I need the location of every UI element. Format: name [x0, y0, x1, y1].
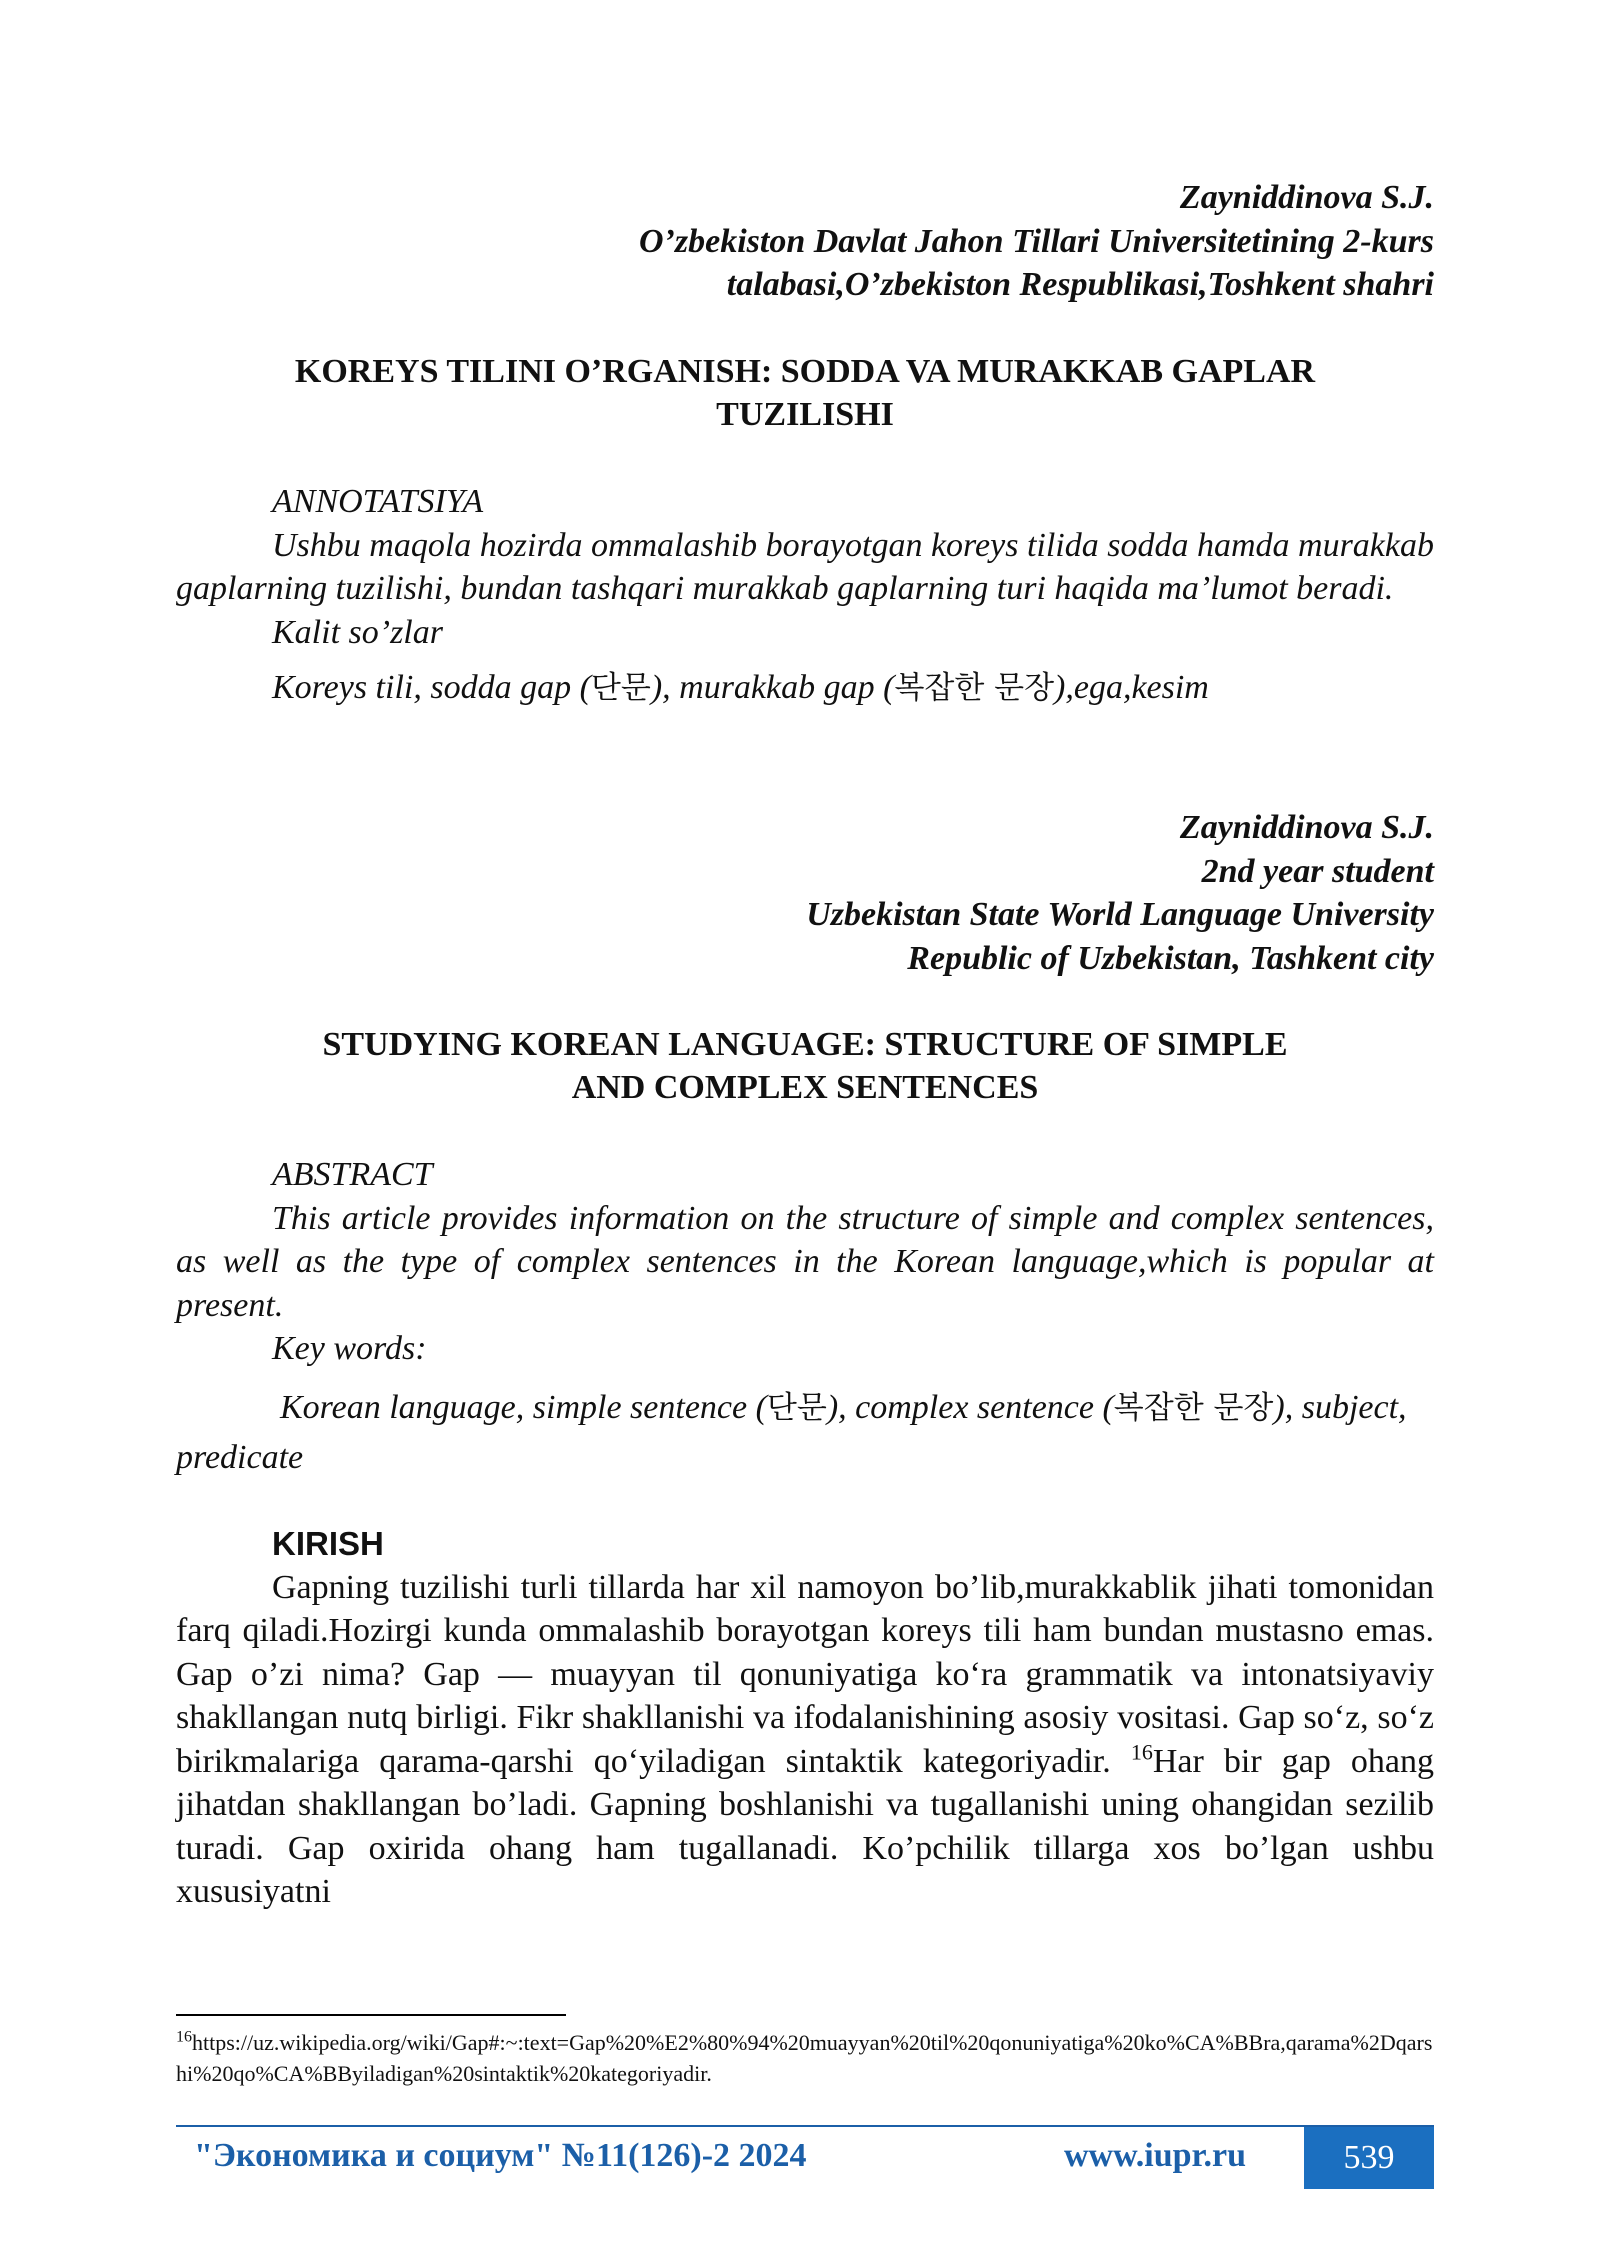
- keywords-heading-en: Key words:: [272, 1330, 427, 1367]
- abstract-text: This article provides information on the structure of simple and complex sentences, as well as the type of complex sentences in the Korean language,which is popular at present.: [176, 1199, 1434, 1324]
- intro-heading: KIRISH: [272, 1525, 384, 1562]
- title-en-line1: STUDYING KOREAN LANGUAGE: STRUCTURE OF SIMPLE: [322, 1026, 1288, 1063]
- keywords-en-part1: Korean language, simple sentence (: [280, 1388, 767, 1426]
- footer-url[interactable]: www.iupr.ru: [1064, 2137, 1247, 2174]
- keywords-en-part2: ), complex sentence (: [826, 1388, 1114, 1426]
- keywords-heading-uz: Kalit so’zlar: [272, 613, 443, 651]
- annotation-section: [176, 480, 1434, 711]
- abstract-section: [176, 1153, 1434, 1483]
- page-footer: [176, 2125, 1434, 2189]
- keywords-uz-part1: Koreys tili, sodda gap (: [272, 669, 591, 706]
- keywords-uz-part3: ),ega,kesim: [1054, 669, 1209, 706]
- author-affiliation-uz-1: O’zbekiston Davlat Jahon Tillari Universitetining 2-kurs: [639, 222, 1434, 260]
- title-uz-line1: KOREYS TILINI O’RGANISH: SODDA VA MURAKKAB GAPLAR: [294, 353, 1316, 390]
- annotation-text: Ushbu maqola hozirda ommalashib borayotgan koreys tilida sodda hamda murakkab gaplarning tuzilishi, bundan tashqari murakkab gaplarning turi haqida ma’lumot beradi.: [176, 526, 1434, 607]
- abstract-heading: ABSTRACT: [272, 1156, 433, 1193]
- footnote-number: 16: [176, 2028, 192, 2046]
- title-en-line2: AND COMPLEX SENTENCES: [571, 1069, 1039, 1106]
- footnote-url[interactable]: https://uz.wikipedia.org/wiki/Gap#:~:text=Gap%20%E2%80%94%20muayyan%20til%20qonuniyatiga%20ko%CA%BBra,qarama%2Dqarshi%20qo%CA%BByiladigan%20sintaktik%20kategoriyadir.: [176, 2030, 1433, 2086]
- title-uz-line2: TUZILISHI: [716, 396, 894, 433]
- author-name-uz: Zayniddinova S.J.: [1179, 179, 1434, 216]
- footnote-divider: [176, 2014, 566, 2016]
- author-affiliation-uz-2: talabasi,O’zbekiston Respublikasi,Toshkent shahri: [726, 266, 1434, 303]
- intro-text-part2: Har bir gap ohang jihatdan shakllangan bo’ladi. Gapning boshlanishi va tugallanishi uning ohangidan sezilib turadi. Gap oxirida ohang ham tugallanadi. Ko’pchilik tillarga xos bo’lgan ushbu xususiyatni: [176, 1742, 1435, 1910]
- footer-journal: "Экономика и социум" №11(126)-2 2024: [194, 2137, 807, 2174]
- author-location-en: Republic of Uzbekistan, Tashkent city: [907, 939, 1434, 977]
- keywords-en: [176, 1383, 1434, 1483]
- intro-text-part1: Gapning tuzilishi turli tillarda har xil namoyon bo’lib,murakkablik jihati tomonidan farq qiladi.Hozirgi kunda ommalashib borayotgan koreys tili ham bundan mustasno emas. Gap o’zi nima? Gap — muayyan til qonuniyatiga ko‘ra grammatik va intonatsiyaviy shakllangan nutq birligi. Fikr shakllanishi va ifodalanishining asosiy vositasi. Gap so‘z, so‘z birikmalariga qarama-qarshi qo‘yiladigan sintaktik kategoriyadir.: [176, 1568, 1434, 1780]
- footnote-text: [176, 2027, 1434, 2089]
- footnote: [176, 2027, 1434, 2089]
- author-status-en: 2nd year student: [1201, 852, 1434, 890]
- author-affiliation-en: Uzbekistan State World Language University: [806, 896, 1434, 933]
- keywords-en-korean2: 복잡한 문장: [1113, 1389, 1274, 1426]
- annotation-heading: ANNOTATSIYA: [272, 483, 484, 520]
- page: [176, 0, 1434, 2262]
- keywords-uz-korean1: 단문: [590, 670, 651, 706]
- keywords-en-part3: ), subject, predicate: [176, 1388, 1407, 1476]
- author-block-uz: [176, 176, 1434, 307]
- keywords-uz: [176, 666, 1434, 711]
- title-en: [176, 1023, 1434, 1109]
- intro-text: [176, 1566, 1434, 1914]
- intro-section: [176, 1522, 1434, 1914]
- keywords-uz-part2: ), murakkab gap (: [650, 669, 895, 706]
- author-block-en: [176, 806, 1434, 980]
- author-name-en: Zayniddinova S.J.: [1179, 809, 1434, 846]
- keywords-uz-korean2: 복잡한 문장: [894, 670, 1055, 706]
- title-uz: [176, 350, 1434, 436]
- keywords-en-korean1: 단문: [766, 1389, 827, 1426]
- page-number: 539: [1304, 2127, 1434, 2189]
- footnote-reference[interactable]: 16: [1130, 1739, 1153, 1765]
